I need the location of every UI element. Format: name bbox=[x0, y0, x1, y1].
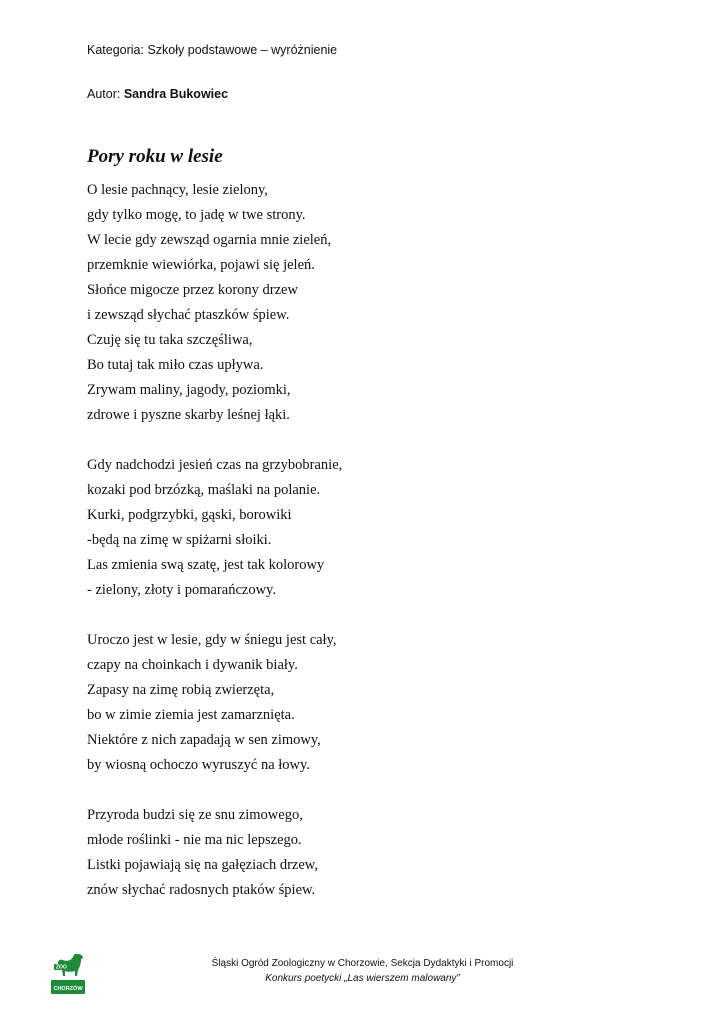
poem-line: Listki pojawiają się na gałęziach drzew, bbox=[87, 857, 318, 873]
footer-line-1: Śląski Ogród Zoologiczny w Chorzowie, Sekcja Dydaktyki i Promocji bbox=[211, 958, 514, 969]
poem-line: O lesie pachnący, lesie zielony, bbox=[87, 182, 268, 198]
author-label: Autor: bbox=[87, 87, 121, 101]
poem-line: Zapasy na zimę robią zwierzęta, bbox=[87, 682, 275, 698]
footer bbox=[0, 956, 725, 986]
poem-line: Uroczo jest w lesie, gdy w śniegu jest cały, bbox=[87, 632, 337, 648]
poem-line: znów słychać radosnych ptaków śpiew. bbox=[87, 882, 316, 898]
stanza-gap bbox=[87, 778, 647, 803]
poem-line: gdy tylko mogę, to jadę w twe strony. bbox=[87, 207, 306, 223]
stanza-gap bbox=[87, 603, 647, 628]
poem-body bbox=[87, 178, 647, 903]
poem-line: Gdy nadchodzi jesień czas na grzybobranie, bbox=[87, 457, 343, 473]
poem-line: - zielony, złoty i pomarańczowy. bbox=[87, 582, 276, 598]
poem-line: zdrowe i pyszne skarby leśnej łąki. bbox=[87, 407, 290, 423]
logo-text-top: ZOO bbox=[56, 964, 67, 971]
footer-line-2: Konkurs poetycki „Las wierszem malowany” bbox=[265, 973, 460, 984]
stanza-gap bbox=[87, 428, 647, 453]
author-name: Sandra Bukowiec bbox=[123, 87, 229, 101]
poem-line: Czuję się tu taka szczęśliwa, bbox=[87, 332, 253, 348]
poem-line: przemknie wiewiórka, pojawi się jeleń. bbox=[87, 257, 315, 273]
poem-line: Las zmienia swą szatę, jest tak kolorowy bbox=[87, 557, 325, 573]
poem-line: młode roślinki - nie ma nic lepszego. bbox=[87, 832, 302, 848]
poem-line: Niektóre z nich zapadają w sen zimowy, bbox=[87, 732, 321, 748]
poem-line: -będą na zimę w spiżarni słoiki. bbox=[87, 532, 272, 548]
poem-title: Pory roku w lesie bbox=[87, 146, 223, 167]
author-line bbox=[87, 87, 228, 101]
poem-line: Zrywam maliny, jagody, poziomki, bbox=[87, 382, 291, 398]
category-line: Kategoria: Szkoły podstawowe – wyróżnienie bbox=[87, 43, 338, 57]
poem-line: W lecie gdy zewsząd ogarnia mnie zieleń, bbox=[87, 232, 332, 248]
logo-text-bottom: CHORZÓW bbox=[53, 986, 83, 992]
poem-line: by wiosną ochoczo wyruszyć na łowy. bbox=[87, 757, 310, 773]
poem-line: i zewsząd słychać ptaszków śpiew. bbox=[87, 307, 290, 323]
poem-line: Kurki, podgrzybki, gąski, borowiki bbox=[87, 507, 292, 523]
poem-line: bo w zimie ziemia jest zamarznięta. bbox=[87, 707, 295, 723]
poem-line: kozaki pod brzózką, maślaki na polanie. bbox=[87, 482, 321, 498]
poem-line: Słońce migocze przez korony drzew bbox=[87, 282, 298, 298]
poem-line: czapy na choinkach i dywanik biały. bbox=[87, 657, 298, 673]
poem-line: Przyroda budzi się ze snu zimowego, bbox=[87, 807, 303, 823]
poem-line: Bo tutaj tak miło czas upływa. bbox=[87, 357, 264, 373]
